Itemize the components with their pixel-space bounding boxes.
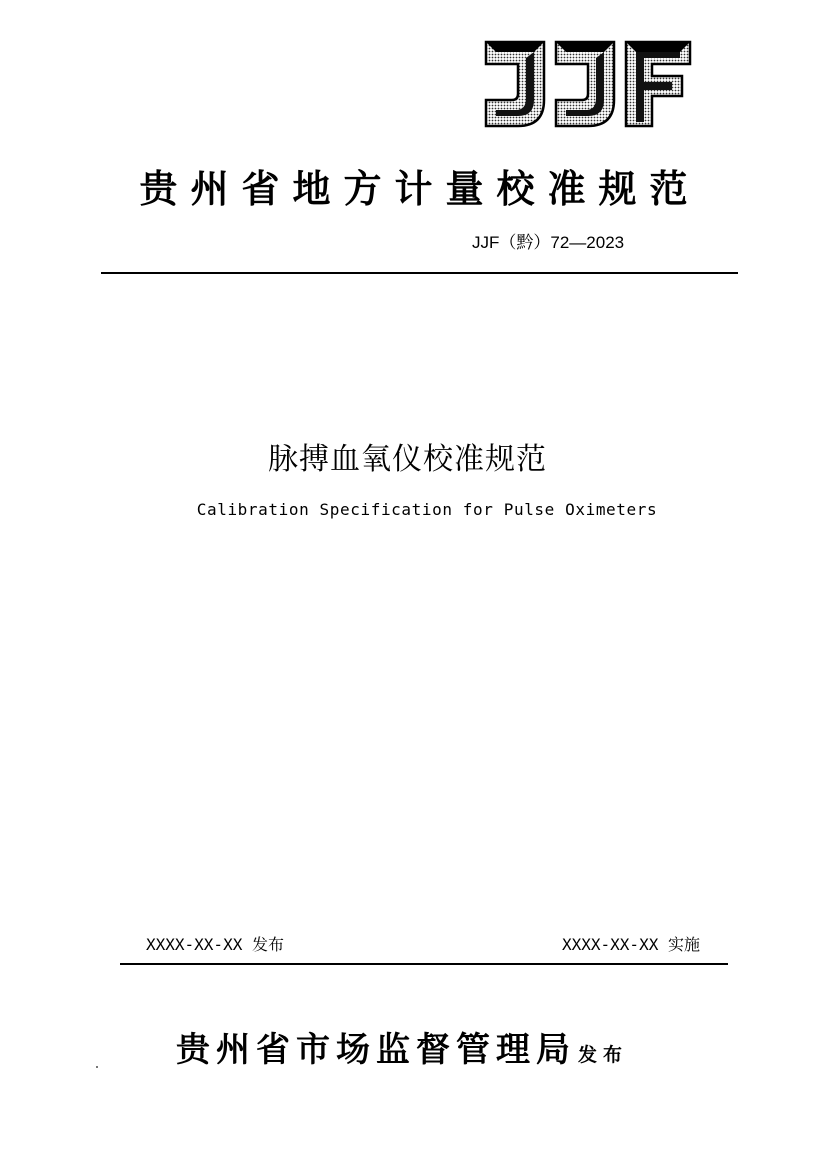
standard-code: JJF（黔）72—2023	[472, 233, 625, 252]
publisher-suffix: 发布	[578, 1044, 629, 1066]
document-title-en: Calibration Specification for Pulse Oximeters	[196, 500, 658, 519]
logo-letter-f	[626, 42, 690, 126]
document-title-zh: 脉搏血氧仪校准规范	[268, 442, 547, 477]
standard-category-title: 贵州省地方计量校准规范	[139, 166, 701, 211]
jjf-logo	[482, 38, 694, 130]
page-mark	[96, 1066, 98, 1068]
publisher-line	[176, 1022, 628, 1071]
publish-date: XXXX-XX-XX 发布	[146, 935, 284, 954]
top-divider	[101, 272, 738, 274]
implement-date: XXXX-XX-XX 实施	[562, 935, 700, 954]
logo-letter-j1	[486, 42, 544, 126]
bottom-divider	[120, 963, 728, 965]
logo-letter-j2	[556, 42, 614, 126]
publisher-name: 贵州省市场监督管理局	[176, 1030, 576, 1070]
